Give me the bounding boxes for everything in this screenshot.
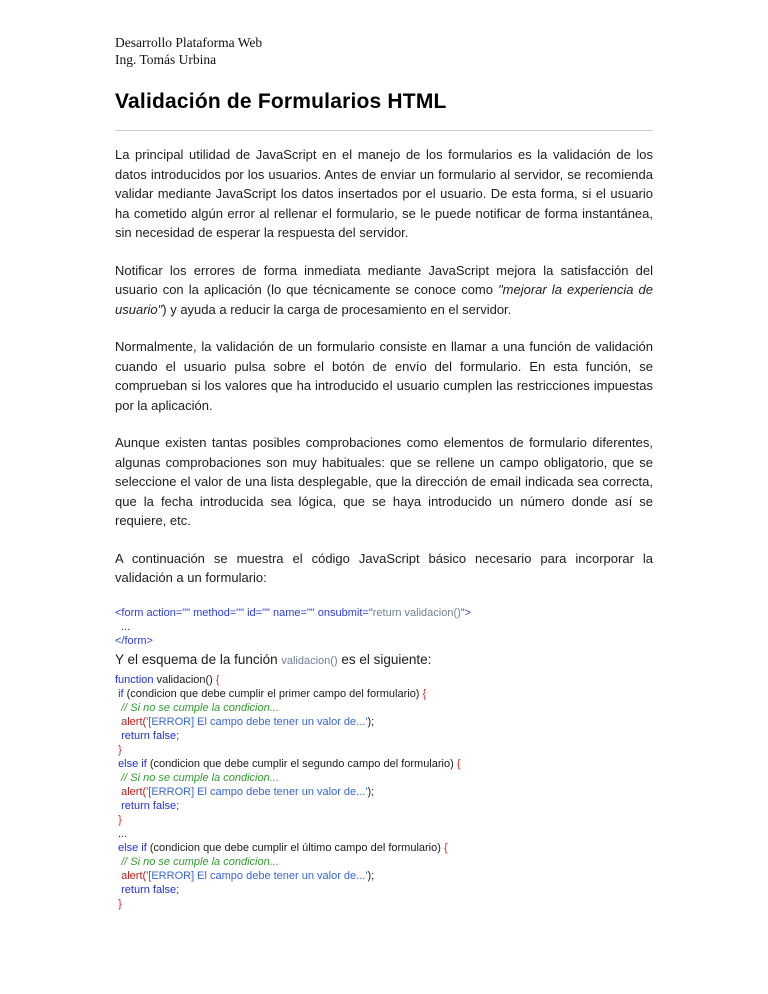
schema-intro-line (115, 651, 653, 670)
paragraph-code-intro: A continuación se muestra el código JavaScript básico necesario para incorporar la validación a un formulario: (115, 550, 653, 585)
code-line: alert('[ERROR] El campo debe tener un valor de...'); (121, 715, 375, 728)
inline-code-validacion: validacion() (281, 654, 338, 667)
paragraph-2-text-pre: Notificar los errores de forma inmediata mediante JavaScript mejora la satisfacción del usuario con la aplicación (lo que técnicamente se conoce como (115, 262, 653, 297)
paragraph-common-checks: Aunque existen tantas posibles comprobaciones como elementos de formulario diferentes, algunas comprobaciones son muy habituales: que se rellene un campo obligatorio, que se seleccione el valor de una lista desplegable, que la dirección de email indicada sea correcta, que la fecha introducida sea lógica, que se haya introducido un número donde así se requiere, etc. (115, 435, 653, 528)
code-line: } (118, 813, 122, 826)
doc-header (115, 34, 653, 68)
code-line: <form action="" method="" id="" name="" onsubmit="return validacion()"> (115, 606, 472, 619)
paragraph-intro-validation: La principal utilidad de JavaScript en el manejo de los formularios es la validación de los datos introducidos por los usuarios. Antes de enviar un formulario al servidor, se recomienda validar mediante JavaScript los datos insertados por el usuario. De esta forma, si el usuario ha cometido algún error al rellenar el formulario, se le puede notificar de forma instantánea, sin necesidad de esperar la respuesta del servidor. (115, 147, 653, 240)
code-line: return false; (121, 729, 180, 742)
code-line: if (condicion que debe cumplir el primer campo del formulario) { (118, 687, 427, 700)
header-author-name: Ing. Tomás Urbina (115, 52, 217, 67)
code-line: } (118, 897, 122, 910)
code-line: else if (condicion que debe cumplir el segundo campo del formulario) { (118, 757, 461, 770)
code-line: </form> (115, 634, 153, 647)
title-divider (115, 130, 653, 131)
paragraph-validation-function: Normalmente, la validación de un formulario consiste en llamar a una función de validación cuando el usuario pulsa sobre el botón de envío del formulario. En esta función, se comprueban si los valores que ha introducido el usuario cumplen las restricciones impuestas por la aplicación. (115, 339, 653, 413)
paragraph-2-text-post: ) y ayuda a reducir la carga de procesamiento en el servidor. (162, 301, 512, 317)
code-line: alert('[ERROR] El campo debe tener un valor de...'); (121, 785, 375, 798)
code-line: ... (115, 827, 128, 840)
code-line: return false; (121, 799, 180, 812)
code-block-html-form (115, 606, 653, 648)
code-block-validacion-function (115, 673, 653, 911)
code-line: return false; (121, 883, 180, 896)
code-line: // Si no se cumple la condicion... (121, 771, 279, 784)
schema-intro-pre: Y el esquema de la función (115, 651, 282, 667)
code-line: // Si no se cumple la condicion... (121, 701, 279, 714)
code-line: function validacion() { (115, 673, 220, 686)
page-title: Validación de Formularios HTML (115, 90, 447, 113)
code-line: alert('[ERROR] El campo debe tener un valor de...'); (121, 869, 375, 882)
code-line: } (118, 743, 122, 756)
paragraph-user-experience (115, 261, 653, 320)
schema-intro-post: es el siguiente: (337, 651, 432, 667)
code-line: ... (115, 620, 131, 633)
code-line: // Si no se cumple la condicion... (121, 855, 279, 868)
header-course-name: Desarrollo Plataforma Web (115, 35, 263, 50)
code-line: else if (condicion que debe cumplir el último campo del formulario) { (118, 841, 448, 854)
paragraph-2-italic-quote: "mejorar la experiencia de usuario" (115, 282, 653, 317)
